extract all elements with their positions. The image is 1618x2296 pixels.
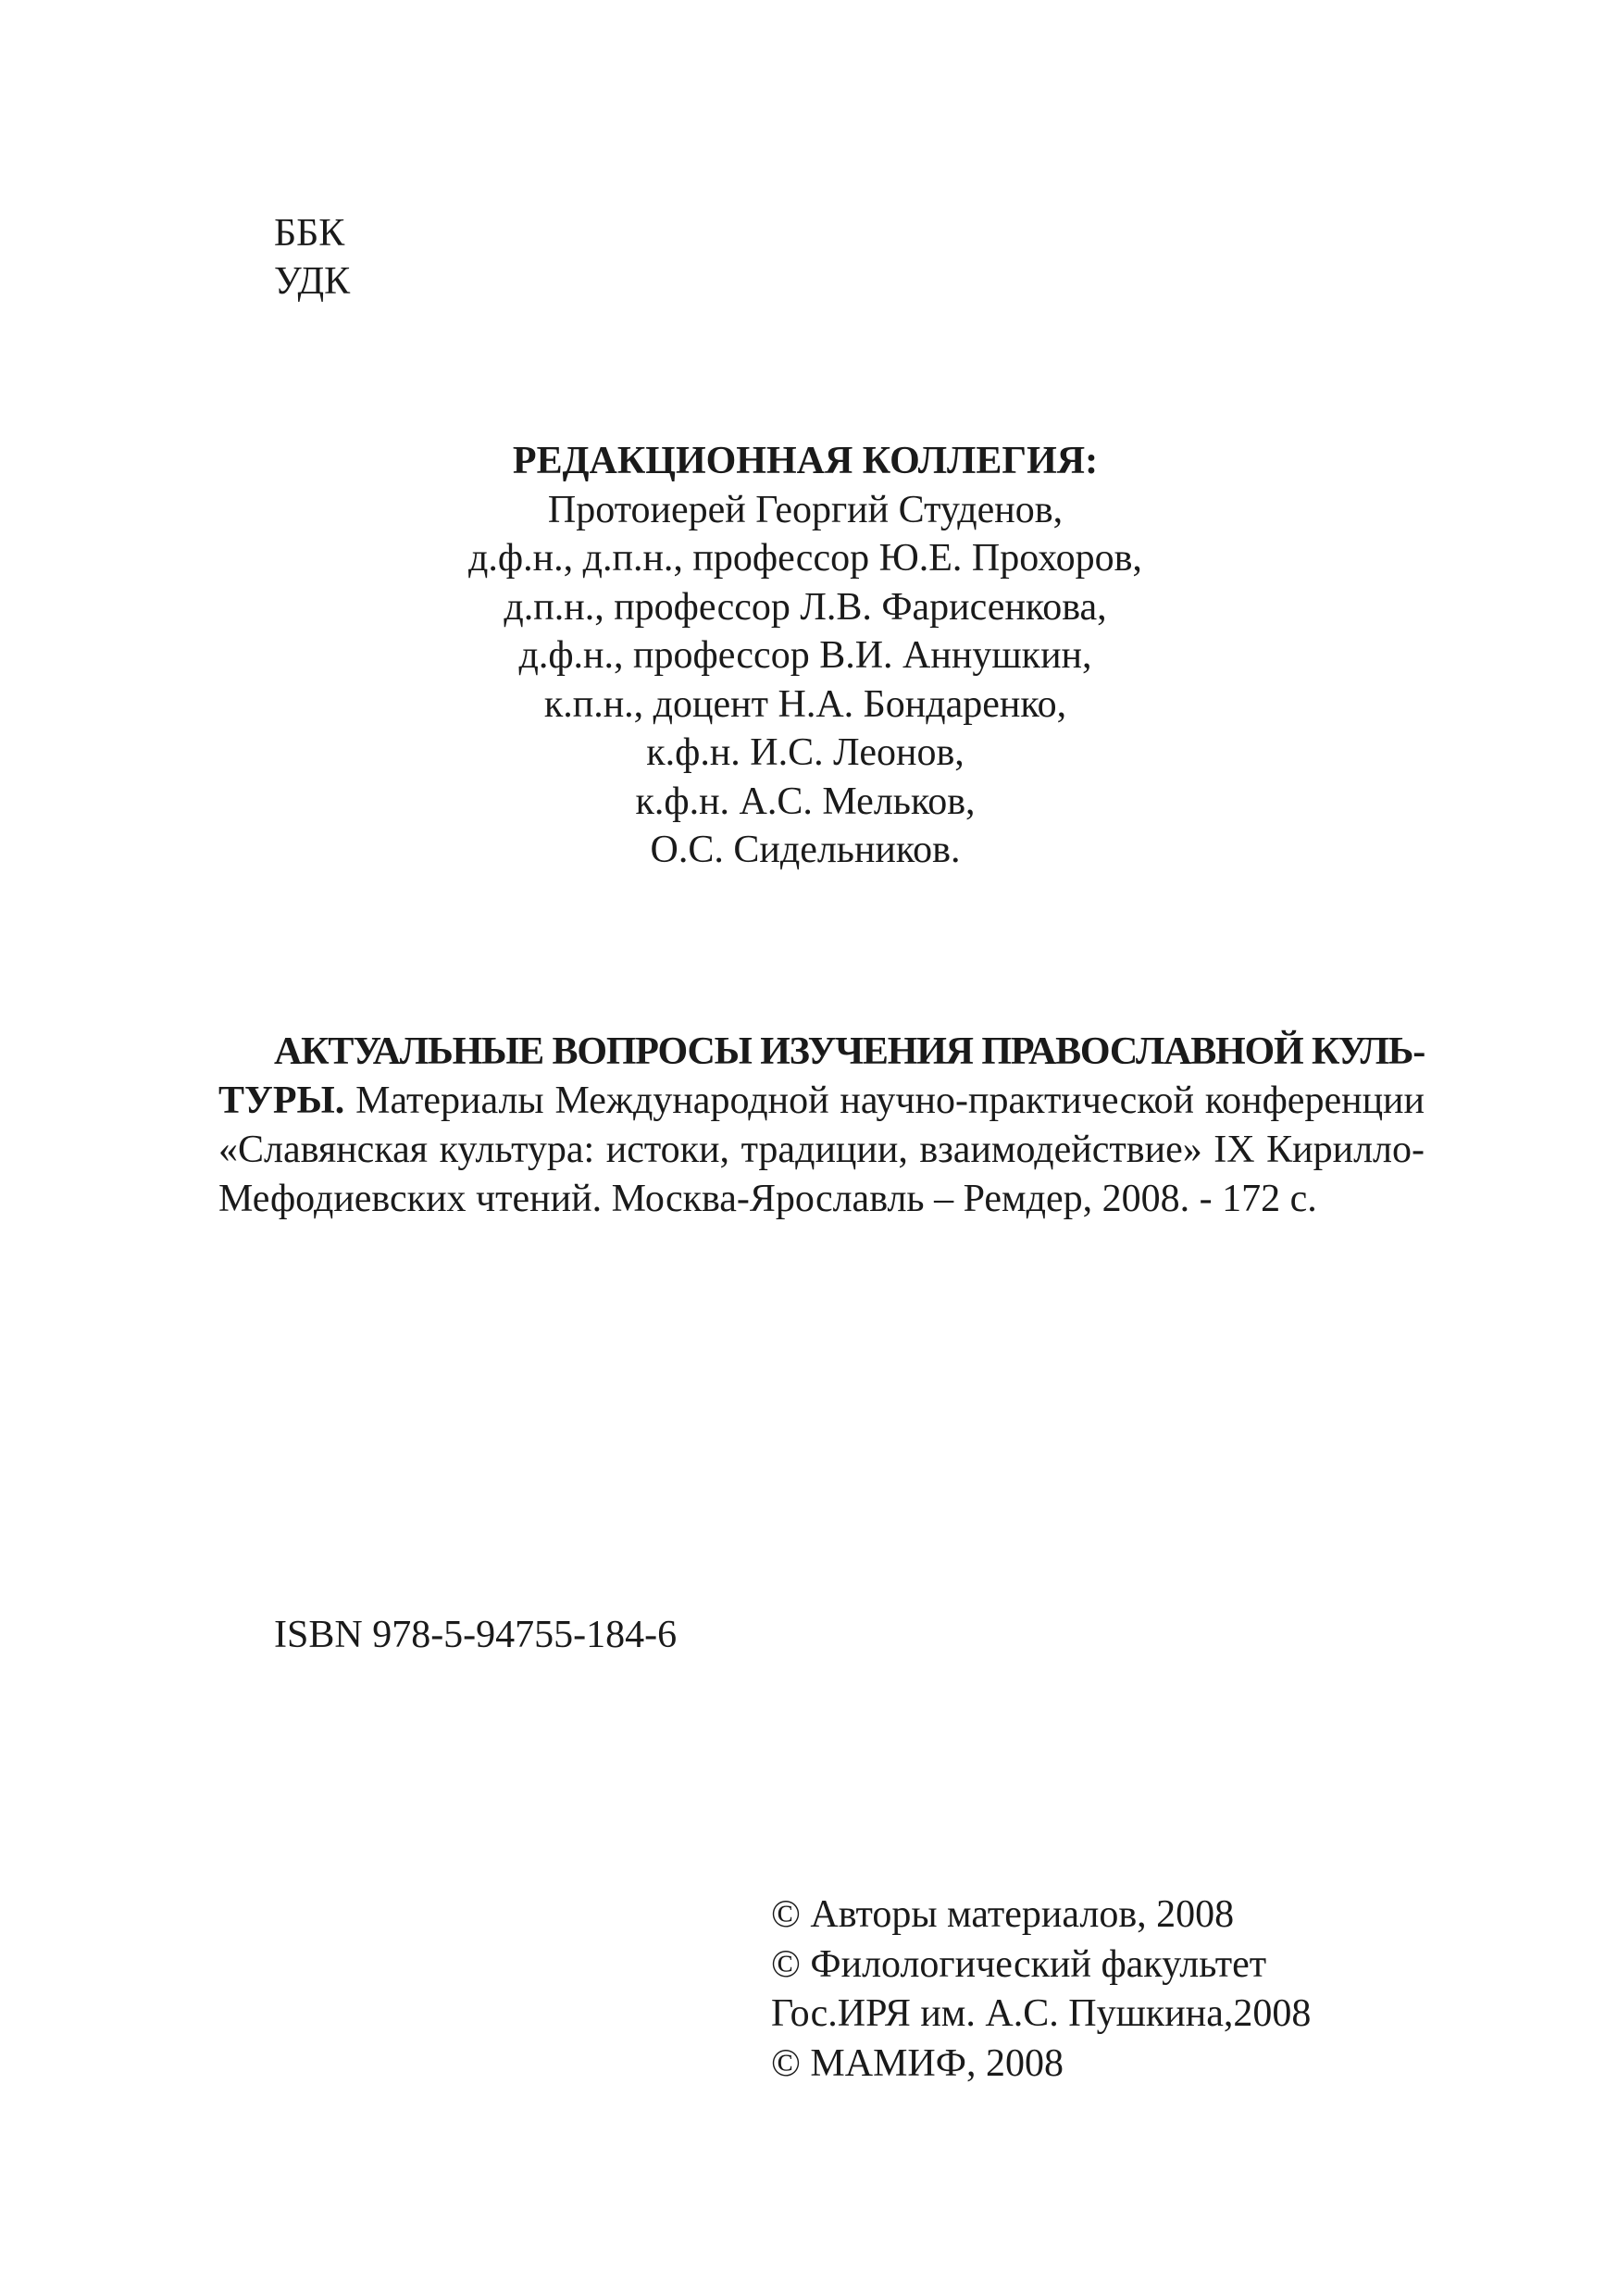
annotation-description: Материалы Международной научно-практической конференции [355, 1079, 1425, 1122]
annotation-line-3: «Славянская культура: истоки, традиции, взаимодействие» IX Кирилло- [218, 1129, 1425, 1171]
book-title-part-1: АКТУАЛЬНЫЕ ВОПРОСЫ ИЗУЧЕНИЯ ПРАВОСЛАВНОЙ КУЛЬ- [274, 1030, 1425, 1073]
board-member: к.ф.н. И.С. Леонов, [646, 731, 965, 774]
annotation-line-2 [218, 1077, 1425, 1126]
copyright-line: © Авторы материалов, 2008 [771, 1893, 1235, 1936]
editorial-board [222, 437, 1388, 875]
editorial-board-title: РЕДАКЦИОННАЯ КОЛЛЕГИЯ: [512, 440, 1099, 482]
copyright-line: © МАМИФ, 2008 [771, 2041, 1064, 2085]
board-member: д.ф.н., профессор В.И. Аннушкин, [518, 634, 1092, 677]
annotation-line-4: Мефодиевских чтений. Москва-Ярославль – Ремдер, 2008. - 172 с. [218, 1178, 1317, 1220]
board-member: к.ф.н. А.С. Мельков, [635, 780, 976, 823]
board-member: д.п.н., профессор Л.В. Фарисенкова, [504, 585, 1107, 629]
board-member: к.п.н., доцент Н.А. Бондаренко, [543, 682, 1067, 726]
book-title-part-2: ТУРЫ. [218, 1079, 345, 1122]
udk-label: УДК [274, 260, 351, 303]
board-member: д.ф.н., д.п.н., профессор Ю.Е. Прохоров, [468, 537, 1142, 580]
annotation-line-1 [218, 1028, 1425, 1077]
copyright-line: © Филологический факультет [771, 1942, 1267, 1986]
copyright-line: Гос.ИРЯ им. А.С. Пушкина,2008 [771, 1992, 1312, 2035]
bbk-label: ББК [274, 212, 345, 255]
classification-block [274, 209, 350, 306]
bibliographic-annotation [218, 1028, 1425, 1224]
isbn: ISBN 978-5-94755-184-6 [274, 1614, 678, 1656]
board-member: О.С. Сидельников. [650, 829, 961, 871]
copyright-block [771, 1890, 1311, 2089]
board-member: Протоиерей Георгий Студенов, [547, 488, 1064, 531]
